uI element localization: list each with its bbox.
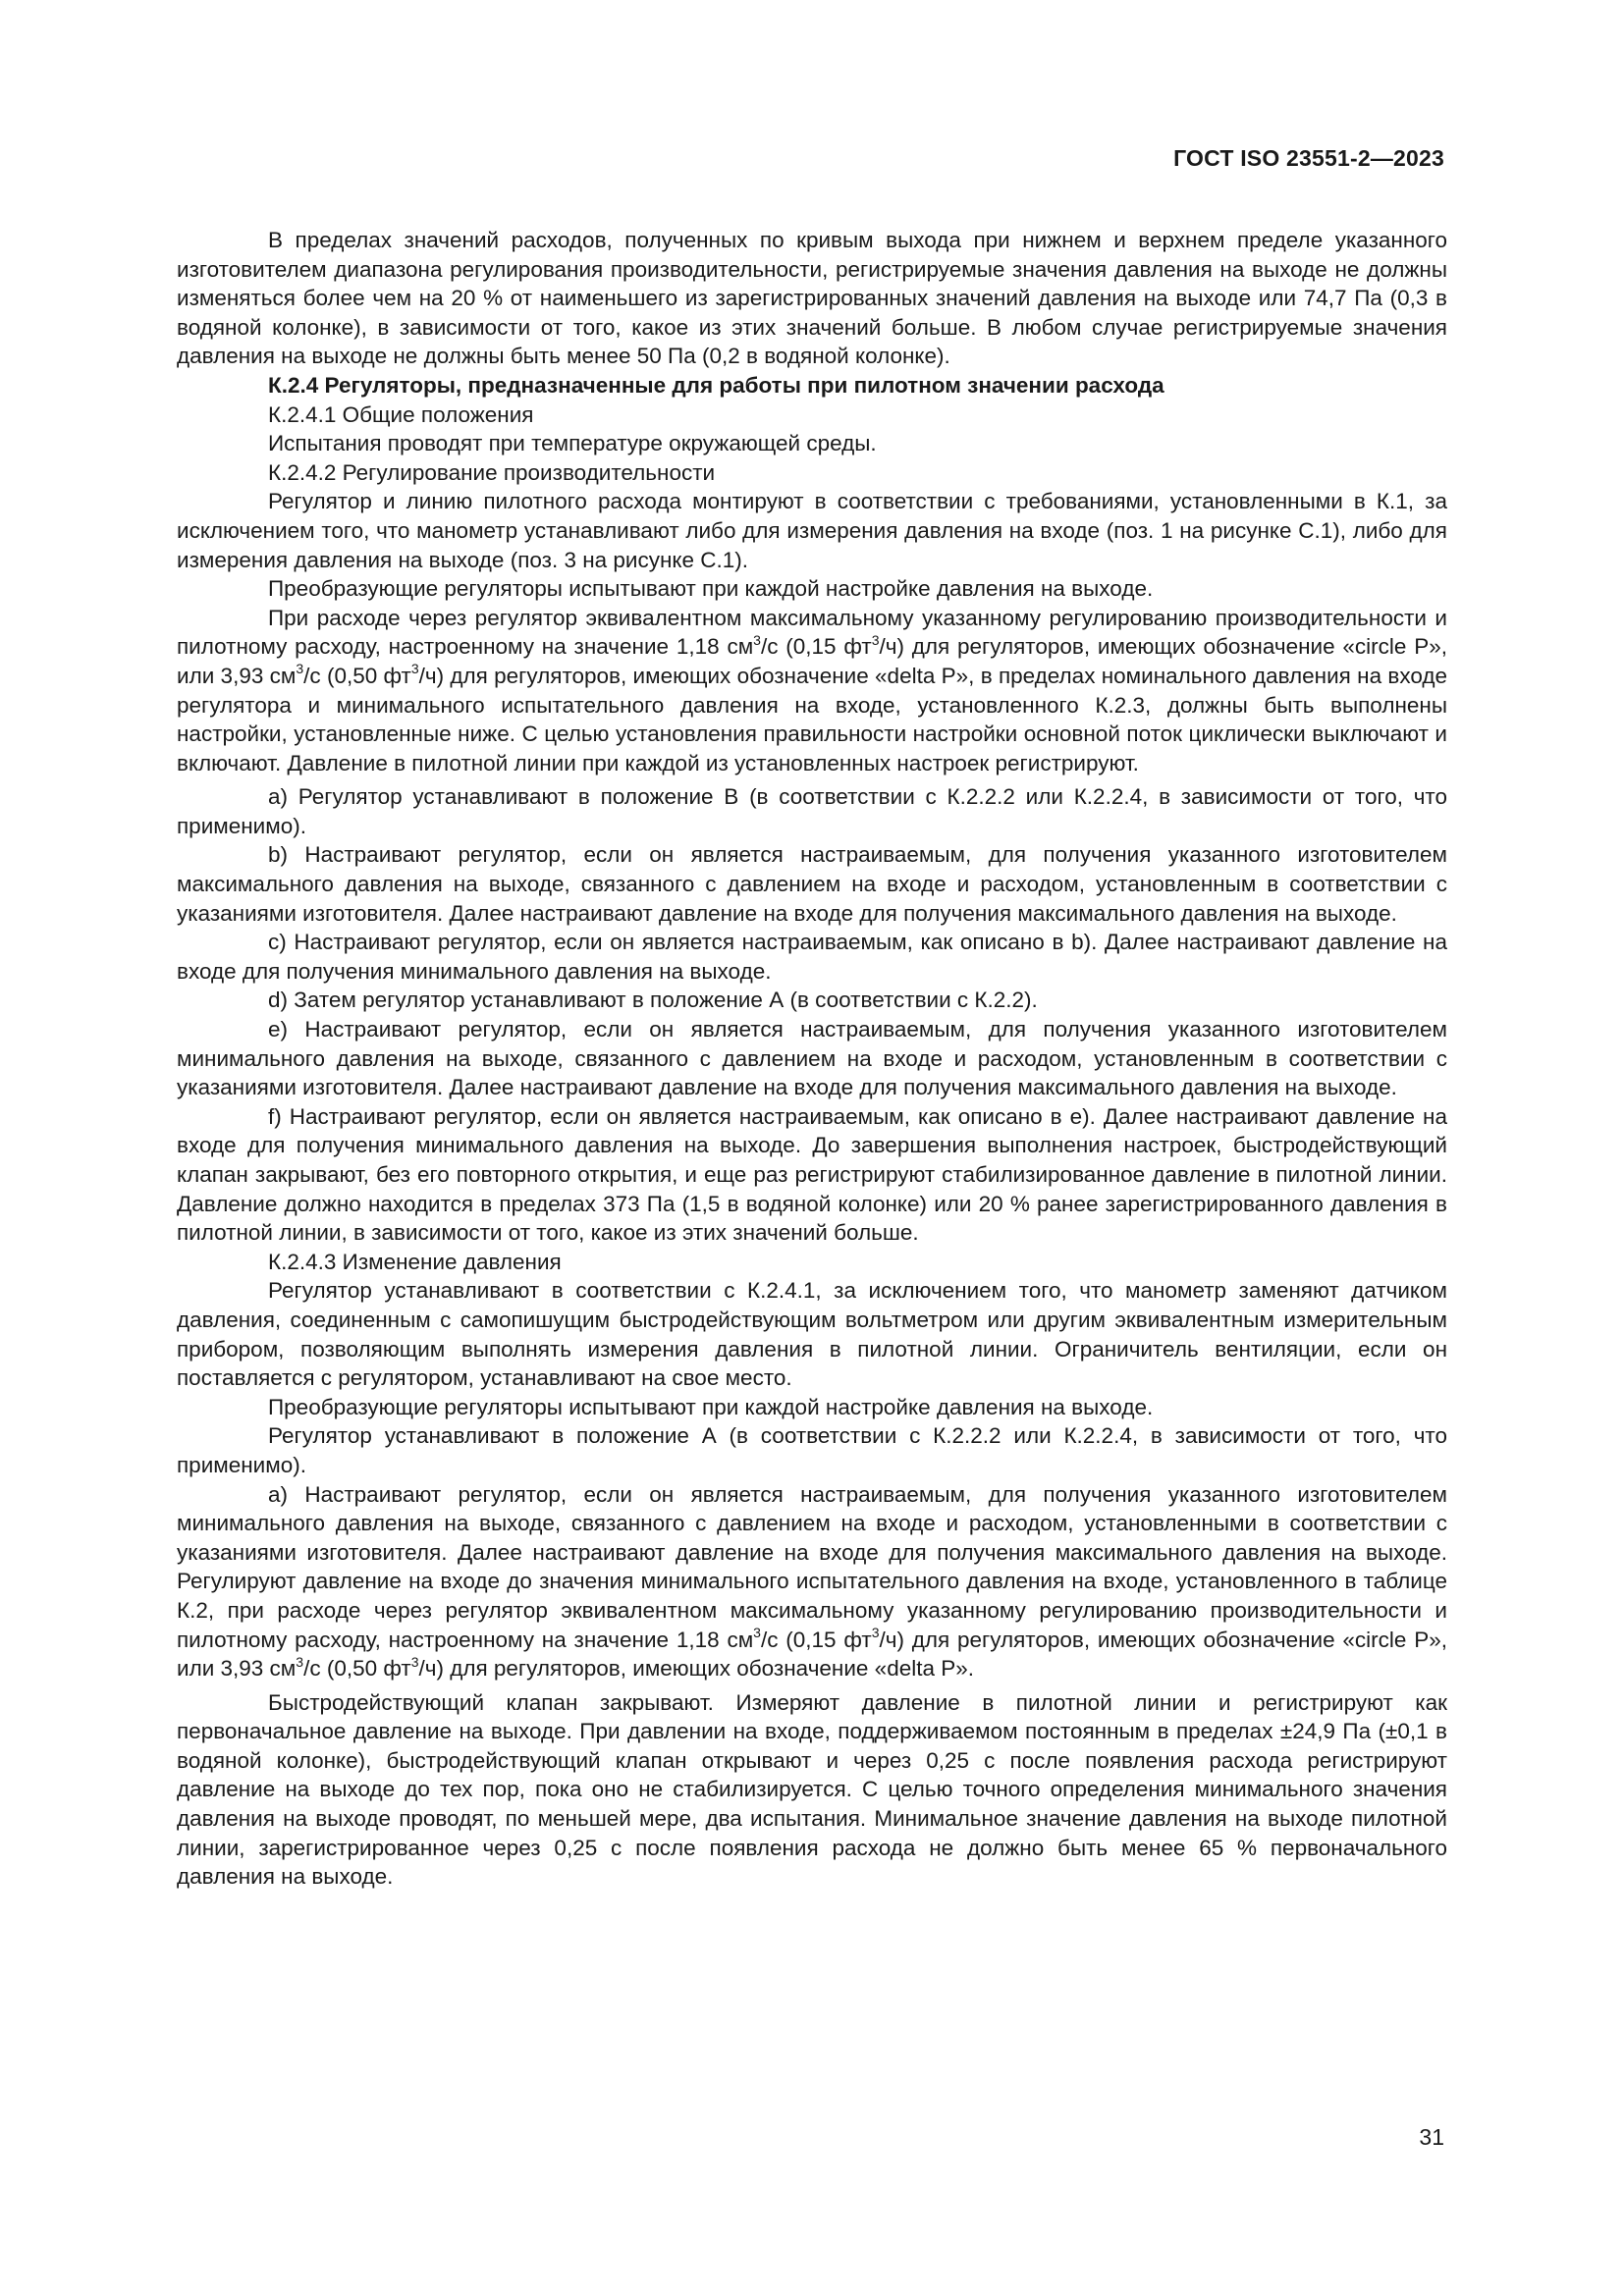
subsection-heading-k242: К.2.4.2 Регулирование производительности: [268, 459, 716, 485]
paragraph: Регулятор и линию пилотного расхода монтируют в соответствии с требованиями, установленными в К.1, за исключением того, что манометр устанавливают либо для измерения давления на входе (поз. 1 на рисунке С.1), либо для измерения давления на выходе (поз. 3 на рисунке С.1).: [177, 489, 1447, 572]
text-span: /с (0,50 фт: [303, 663, 411, 688]
superscript: 3: [871, 1625, 880, 1640]
text-span: /с (0,15 фт: [760, 634, 872, 660]
list-item-a-second: [177, 1480, 1447, 1683]
text-span: /с (0,50 фт: [303, 1656, 411, 1682]
list-item-b: b) Настраивают регулятор, если он является настраиваемым, для получения указанного изготовителем максимального давления на выходе, связанного с давлением на входе и расходом, установленным в соответствии с указаниями изготовителя. Далее настраивают давление на входе для получения максимального давления на выходе.: [177, 842, 1447, 926]
text-span: а) Настраивают регулятор, если он является настраиваемым, для получения указанного изготовителем минимального давления на выходе, связанного с давлением на входе и расходом, установленными в соответствии с указаниями изготовителя. Далее настраивают давление на входе для получения максимального давления на выходе. Регулируют давление на входе до значения минимального испытательного давления на входе, установленного в таблице К.2, при расходе через регулятор эквивалентном максимальному указанному регулированию производительности и пилотному расходу, настроенному на значение 1,18 см: [177, 1481, 1447, 1652]
superscript: 3: [296, 1653, 304, 1670]
list-item-c: c) Настраивают регулятор, если он является настраиваемым, как описано в b). Далее настраивают давление на входе для получения минимального давления на выходе.: [177, 930, 1447, 984]
superscript: 3: [871, 631, 880, 648]
list-item-f: f) Настраивают регулятор, если он является настраиваемым, как описано в e). Далее настраивают давление на входе для получения минимального давления на выходе. До завершения выполнения настроек, быстродействующий клапан закрывают, без его повторного открытия, и еще раз регистрируют стабилизированное давление в пилотной линии. Давление должно находится в пределах 373 Па (1,5 в водяной колонке) или 20 % ранее зарегистрированного давления в пилотной линии, в зависимости от того, какое из этих значений больше.: [177, 1103, 1447, 1246]
paragraph: В пределах значений расходов, полученных по кривым выхода при нижнем и верхнем пределе указанного изготовителем диапазона регулирования производительности, регистрируемые значения давления на выходе не должны изменяться более чем на 20 % от наименьшего из зарегистрированных значений давления на выходе или 74,7 Па (0,3 в водяной колонке), в зависимости от того, какое из этих значений больше. В любом случае регистрируемые значения давления на выходе не должны быть менее 50 Па (0,2 в водяной колонке).: [177, 228, 1447, 369]
document-body: [177, 226, 1447, 1892]
superscript: 3: [410, 661, 419, 677]
paragraph-with-units: [177, 604, 1447, 778]
paragraph: Преобразующие регуляторы испытывают при каждой настройке давления на выходе.: [268, 1394, 1154, 1419]
paragraph: Регулятор устанавливают в положение А (в соответствии с К.2.2.2 или К.2.2.4, в зависимости от того, что применимо).: [177, 1423, 1447, 1477]
list-item-a: а) Регулятор устанавливают в положение В (в соответствии с К.2.2.2 или К.2.2.4, в зависимости от того, что применимо).: [177, 784, 1447, 838]
document-code-header: ГОСТ ISO 23551-2—2023: [1173, 145, 1444, 171]
section-heading-k24: К.2.4 Регуляторы, предназначенные для работы при пилотном значении расхода: [268, 372, 1164, 398]
text-span: /ч) для регуляторов, имеющих обозначение «delta P», в пределах номинального давления на входе регулятора и минимального испытательного давления на входе, установленного К.2.3, должны быть выполнены настройки, установленные ниже. С целью установления правильности настройки основной поток циклически выключают и включают. Давление в пилотной линии при каждой из установленных настроек регистрируют.: [177, 663, 1447, 775]
text-span: /ч) для регуляторов, имеющих обозначение «circle P», или 3,93 см: [177, 1627, 1447, 1682]
superscript: 3: [410, 1653, 419, 1670]
text-span: При расходе через регулятор эквивалентном максимальному указанному регулированию производительности и пилотному расходу, настроенному на значение 1,18 см: [177, 605, 1447, 660]
page-number: 31: [1419, 2124, 1444, 2150]
list-item-e: e) Настраивают регулятор, если он является настраиваемым, для получения указанного изготовителем минимального давления на выходе, связанного с давлением на входе и расходом, установленным в соответствии с указаниями изготовителя. Далее настраивают давление на входе для получения максимального давления на выходе.: [177, 1017, 1447, 1100]
paragraph: Регулятор устанавливают в соответствии с К.2.4.1, за исключением того, что манометр заменяют датчиком давления, соединенным с самопишущим быстродействующим вольтметром или другим эквивалентным измерительным прибором, позволяющим выполнять измерения давления в пилотной линии. Ограничитель вентиляции, если он поставляется с регулятором, устанавливают на свое место.: [177, 1278, 1447, 1391]
text-span: /ч) для регуляторов, имеющих обозначение «delta P».: [418, 1656, 975, 1682]
subsection-heading-k243: К.2.4.3 Изменение давления: [268, 1249, 562, 1274]
text-span: /с (0,15 фт: [760, 1627, 872, 1652]
superscript: 3: [753, 631, 761, 648]
subsection-heading-k241: К.2.4.1 Общие положения: [268, 401, 534, 427]
paragraph: Испытания проводят при температуре окружающей среды.: [268, 431, 877, 456]
text-span: /ч) для регуляторов, имеющих обозначение «circle P», или 3,93 см: [177, 634, 1447, 688]
paragraph: Быстродействующий клапан закрывают. Измеряют давление в пилотной линии и регистрируют как первоначальное давление на выходе. При давлении на входе, поддерживаемом постоянным в пределах ±24,9 Па (±0,1 в водяной колонке), быстродействующий клапан открывают и через 0,25 с после появления расхода регистрируют давление на выходе до тех пор, пока оно не стабилизируется. С целью точного определения минимального значения давления на выходе проводят, по меньшей мере, два испытания. Минимальное значение давления на выходе пилотной линии, зарегистрированное через 0,25 с после появления расхода не должно быть менее 65 % первоначального давления на выходе.: [177, 1689, 1447, 1890]
superscript: 3: [296, 661, 304, 677]
paragraph: Преобразующие регуляторы испытывают при каждой настройке давления на выходе.: [268, 576, 1154, 602]
list-item-d: d) Затем регулятор устанавливают в положение А (в соответствии с К.2.2).: [268, 988, 1038, 1013]
superscript: 3: [753, 1625, 761, 1640]
